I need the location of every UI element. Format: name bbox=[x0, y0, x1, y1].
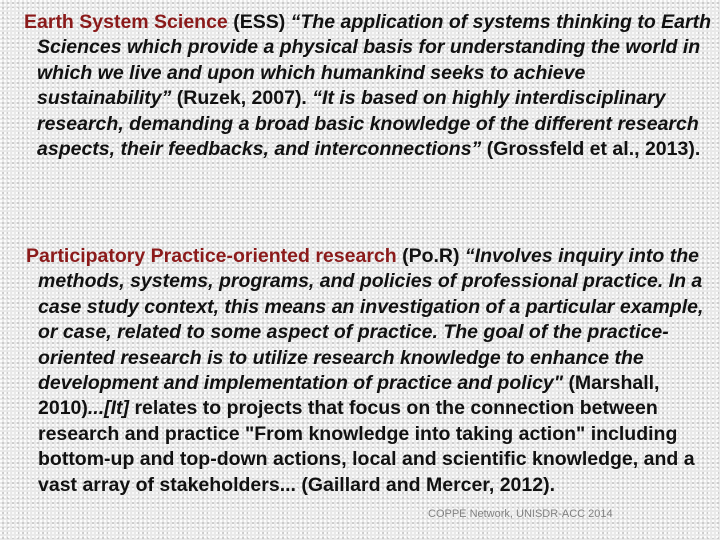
ess-citation-2: (Grossfeld et al., 2013). bbox=[486, 138, 701, 161]
por-acronym: (Po.R) bbox=[402, 245, 460, 267]
por-quote: “Involves inquiry into the methods, systems, programs, and policies of professional practice. In a case study context, this means an investigation of a particular example, or case, related to some aspect of practice. The goal of the practice-oriented research is to utilize research knowledge to enhance the development and implementation of practice and policy" bbox=[38, 245, 704, 395]
por-citation: (Marshall, 2010) bbox=[38, 372, 660, 420]
ess-quote-2: “It is based on highly interdisciplinary research, demanding a broad basic knowledge of the different research aspects, their feedbacks, and interconnections” bbox=[37, 87, 699, 161]
por-ellipsis: ...[It] bbox=[87, 397, 130, 420]
por-definition bbox=[26, 244, 718, 498]
ess-quote-1: “The application of systems thinking to Earth Sciences which provide a physical basis for understanding the world in which we live and upon which humankind seeks to achieve sustainability” bbox=[37, 11, 712, 110]
por-term: Participatory Practice-oriented research bbox=[26, 245, 397, 267]
ess-term: Earth System Science bbox=[24, 11, 228, 33]
por-continuation: relates to projects that focus on the connection between research and practice "From knowledge into taking action" including bottom-up and top-down actions, local and scientific knowledge, and a vast array of stakeholders... (Gaillard and Mercer, 2012). bbox=[38, 397, 695, 496]
ess-acronym: (ESS) bbox=[233, 11, 286, 33]
footer-watermark: COPPE Network, UNISDR-ACC 2014 bbox=[428, 508, 613, 520]
ess-definition bbox=[24, 10, 720, 162]
ess-citation-1: (Ruzek, 2007). bbox=[176, 87, 307, 110]
